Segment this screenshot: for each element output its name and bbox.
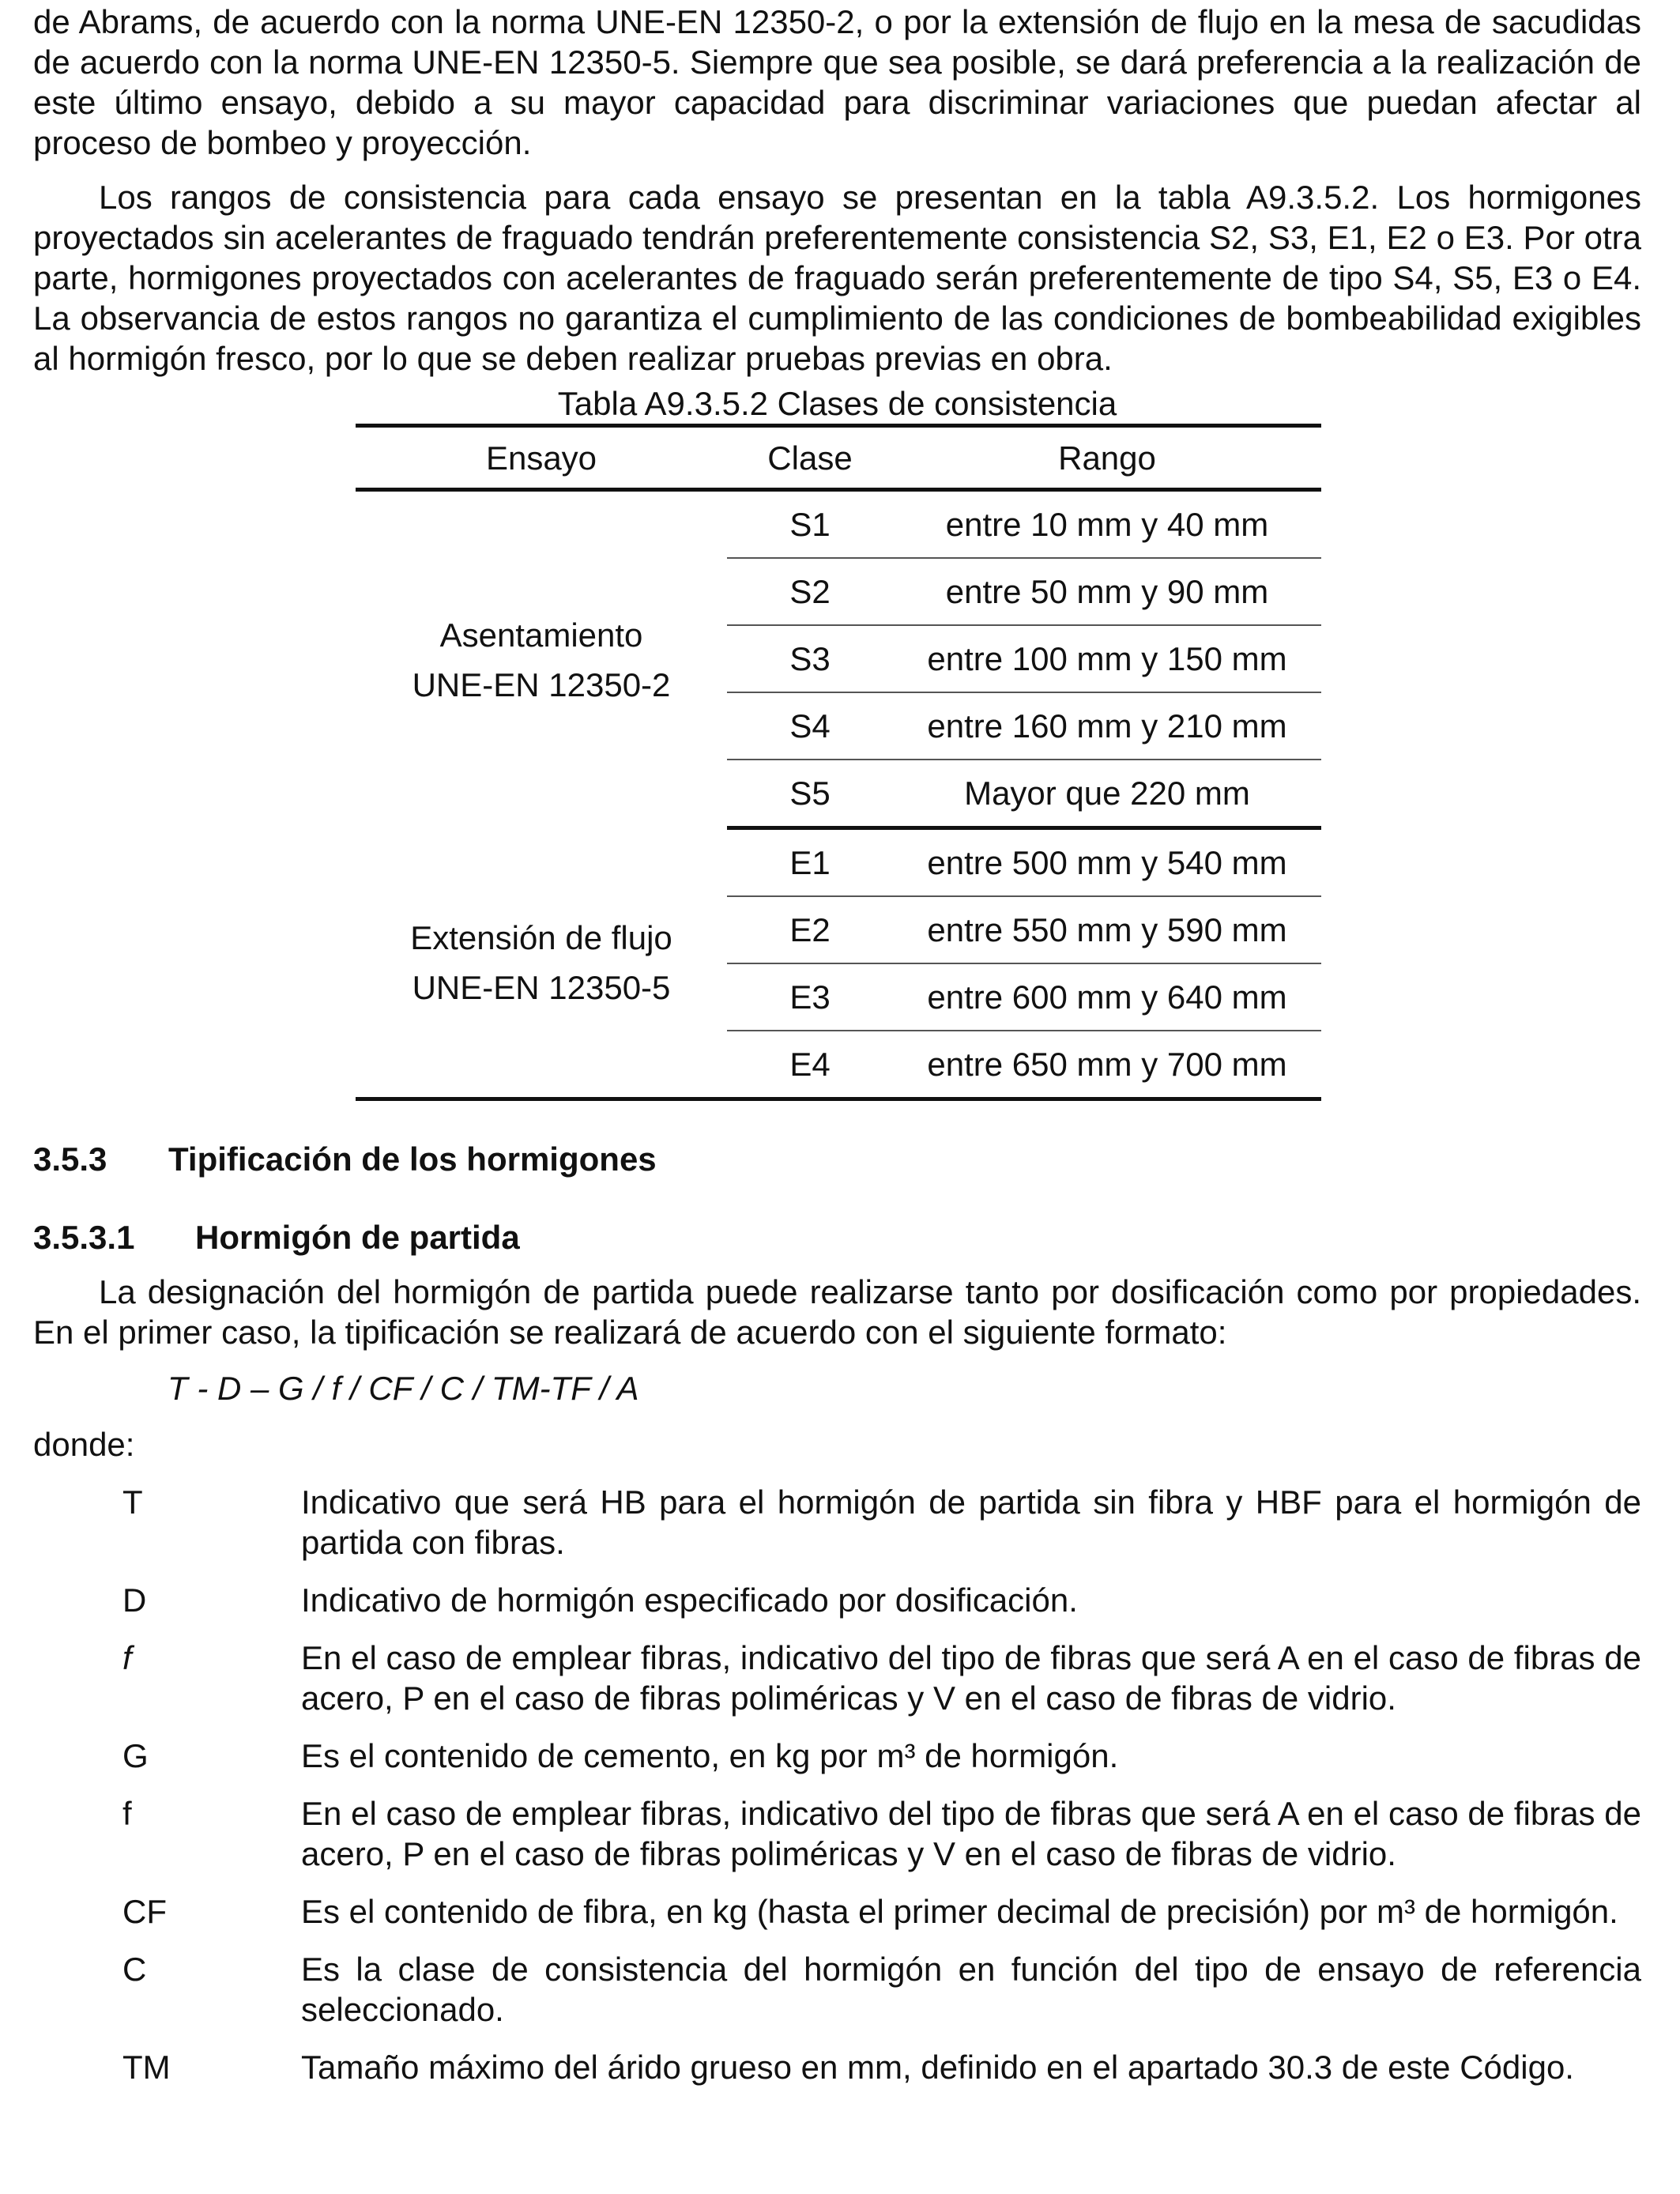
document-page: [33, 0, 1641, 2105]
definition-item: [33, 1580, 1641, 1620]
definition-symbol: D: [122, 1581, 147, 1619]
donde-label: donde:: [33, 1426, 135, 1463]
test-name: Asentamiento: [439, 616, 643, 654]
definition-item: [33, 1793, 1641, 1874]
definition-item: [33, 1736, 1641, 1776]
table-row: [356, 490, 1321, 559]
definition-text: Es el contenido de cemento, en kg por m³ de hormigón.: [301, 1737, 1119, 1774]
header-ensayo: Ensayo: [356, 426, 727, 490]
definition-item: [33, 1891, 1641, 1932]
section-title: Tipificación de los hormigones: [168, 1140, 657, 1178]
test-standard: UNE-EN 12350-5: [412, 968, 671, 1006]
table-header-row: [356, 426, 1321, 490]
definition-item: [33, 2047, 1641, 2087]
definition-text: Indicativo de hormigón especificado por dosificación.: [301, 1581, 1078, 1619]
range-cell: entre 650 mm y 700 mm: [927, 1046, 1287, 1083]
definition-text: Es la clase de consistencia del hormigón en función del tipo de ensayo de referencia seleccionado.: [301, 1951, 1641, 2028]
paragraph-intro: de Abrams, de acuerdo con la norma UNE-EN 12350-2, o por la extensión de flujo en la mesa de sacudidas de acuerdo con la norma UNE-EN 12350-5. Siempre que sea posible, se dará preferencia a la realización de este último ensayo, debido a su mayor capacidad para discriminar variaciones que puedan afectar al proceso de bombeo y proyección.: [33, 3, 1641, 161]
table-caption: Tabla A9.3.5.2 Clases de consistencia: [557, 385, 1117, 422]
range-cell: entre 550 mm y 590 mm: [893, 896, 1321, 963]
paragraph-designation: La designación del hormigón de partida puede realizarse tanto por dosificación como por propiedades. En el primer caso, la tipificación se realizará de acuerdo con el siguiente formato:: [33, 1273, 1641, 1351]
header-clase: Clase: [727, 426, 893, 490]
class-cell: E4: [789, 1046, 831, 1083]
definition-list: [33, 1482, 1641, 2087]
test-cell-asentamiento: [356, 490, 727, 828]
definition-item: [33, 1949, 1641, 2030]
definition-item: [33, 1482, 1641, 1563]
definition-symbol: CF: [122, 1893, 167, 1930]
definition-symbol: G: [122, 1737, 149, 1774]
definition-symbol: TM: [122, 2049, 171, 2086]
range-cell: entre 600 mm y 640 mm: [893, 963, 1321, 1031]
table-row: [356, 828, 1321, 897]
class-cell: E3: [727, 963, 893, 1031]
section-heading-3-5-3-1: [33, 1217, 1641, 1257]
section-title: Hormigón de partida: [195, 1219, 520, 1256]
class-cell: S1: [727, 490, 893, 559]
class-cell: S5: [727, 760, 893, 828]
test-cell-extension-flujo: [356, 828, 727, 1099]
section-number: 3.5.3.1: [33, 1219, 135, 1256]
definition-text: Indicativo que será HB para el hormigón de partida sin fibra y HBF para el hormigón de partida con fibras.: [301, 1483, 1641, 1561]
section-heading-3-5-3: [33, 1139, 1641, 1179]
definition-symbol: T: [122, 1483, 143, 1521]
range-cell: entre 50 mm y 90 mm: [893, 558, 1321, 625]
range-cell: entre 100 mm y 150 mm: [893, 625, 1321, 692]
definition-text: Tamaño máximo del árido grueso en mm, definido en el apartado 30.3 de este Código.: [301, 2049, 1574, 2086]
definition-symbol: C: [122, 1951, 147, 1988]
range-cell: entre 160 mm y 210 mm: [893, 692, 1321, 760]
class-cell: S2: [727, 558, 893, 625]
paragraph-consistency-ranges: Los rangos de consistencia para cada ensayo se presentan en la tabla A9.3.5.2. Los hormigones proyectados sin acelerantes de fraguado tendrán preferentemente consistencia S2, S3, E1, E2 o E3. Por otra parte, hormigones proyectados con acelerantes de fraguado serán preferentemente de tipo S4, S5, E3 o E4. La observancia de estos rangos no garantiza el cumplimiento de las condiciones de bombeabilidad exigibles al hormigón fresco, por lo que se deben realizar pruebas previas en obra.: [33, 179, 1641, 377]
class-cell: E1: [727, 828, 893, 897]
definition-item: [33, 1638, 1641, 1718]
definition-text: En el caso de emplear fibras, indicativo del tipo de fibras que será A en el caso de fibras de acero, P en el caso de fibras poliméricas y V en el caso de fibras de vidrio.: [301, 1795, 1641, 1872]
section-number: 3.5.3: [33, 1140, 107, 1178]
class-cell: S4: [727, 692, 893, 760]
range-cell: entre 10 mm y 40 mm: [893, 490, 1321, 559]
range-cell: entre 500 mm y 540 mm: [893, 828, 1321, 897]
test-name: Extensión de flujo: [410, 918, 672, 956]
designation-formula: T - D – G / f / CF / C / TM-TF / A: [168, 1370, 639, 1407]
definition-text: Es el contenido de fibra, en kg (hasta el primer decimal de precisión) por m³ de hormigón.: [301, 1893, 1618, 1930]
class-cell: E2: [727, 896, 893, 963]
definition-symbol: f: [122, 1639, 132, 1676]
definition-symbol: f: [122, 1795, 132, 1832]
range-cell: Mayor que 220 mm: [893, 760, 1321, 828]
class-cell: S3: [727, 625, 893, 692]
header-rango: Rango: [893, 426, 1321, 490]
consistency-table: [356, 424, 1321, 1101]
test-standard: UNE-EN 12350-2: [412, 665, 671, 703]
definition-text: En el caso de emplear fibras, indicativo del tipo de fibras que será A en el caso de fibras de acero, P en el caso de fibras poliméricas y V en el caso de fibras de vidrio.: [301, 1639, 1641, 1717]
